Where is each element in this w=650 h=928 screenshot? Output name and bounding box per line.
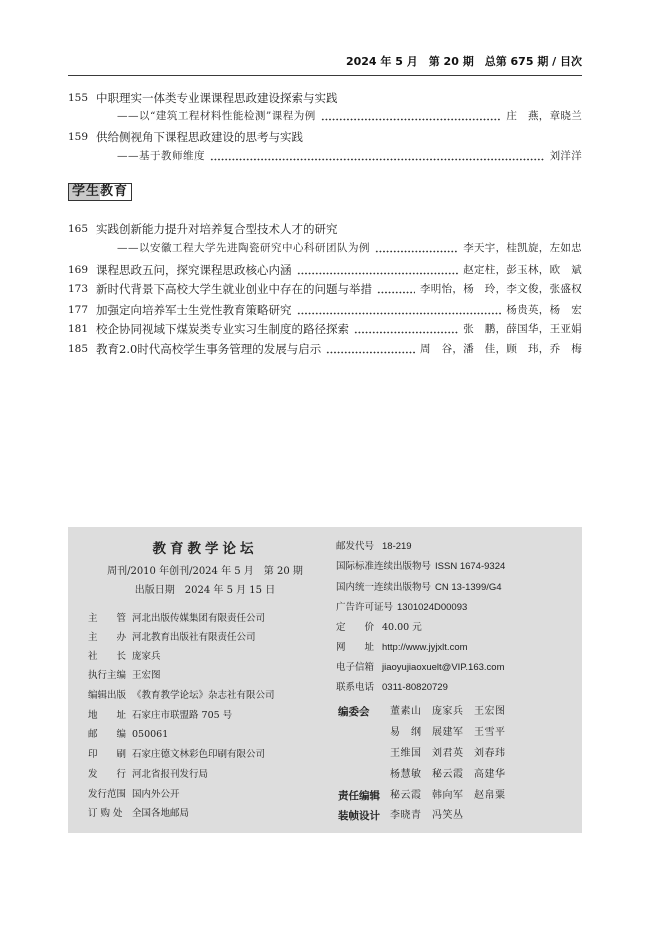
toc-page-number: 155: [68, 92, 89, 104]
toc-entry: [68, 129, 582, 145]
info-value: 石家庄市联盟路 705 号: [132, 710, 233, 721]
toc-leader-dots: [377, 291, 415, 294]
info-value: ISSN 1674-9324: [435, 561, 506, 572]
toc-authors: 李天宇，桂凯旋，左如忠: [463, 242, 582, 254]
info-label: 订 购 处: [88, 808, 123, 819]
editorial-board-spacer: [338, 768, 390, 782]
toc-entry: [68, 90, 582, 106]
info-label: 主 办: [88, 632, 127, 643]
info-value: 全国各地邮局: [132, 808, 190, 819]
design-label: 装帧设计: [338, 810, 380, 822]
info-value: CN 13-1399/G4: [435, 582, 502, 593]
info-label: 发 行: [88, 769, 127, 780]
toc-authors: 周 谷，潘 佳，顾 玮，乔 梅: [420, 343, 582, 355]
info-value: 1301024D00093: [397, 602, 468, 613]
info-label: 定 价: [336, 622, 375, 633]
editorial-board-label: 编委会: [338, 706, 370, 718]
toc-leader-dots: [354, 331, 458, 334]
toc-page-number: 169: [68, 264, 89, 276]
info-value: 40.00 元: [382, 622, 422, 633]
toc-entry: [68, 341, 582, 357]
editor-name: 韩向军: [432, 790, 464, 801]
masthead-panel: [68, 527, 582, 833]
toc-authors: 李明怡，杨 玲，李文俊，张盛权: [420, 283, 582, 295]
toc-leader-dots: [297, 272, 459, 275]
info-label: 邮发代号: [336, 541, 375, 552]
toc-entry: [68, 321, 582, 337]
toc-authors: 杨贵英，杨 宏: [506, 304, 582, 316]
info-row-address: [88, 709, 232, 723]
info-label: 广告许可证号: [336, 602, 394, 613]
toc-authors: 刘洋洋: [549, 150, 582, 162]
info-label: 编辑出版: [88, 690, 127, 701]
info-row-ad-license: [336, 601, 467, 615]
toc-article-title: 中职理实一体类专业课课程思政建设探索与实践: [96, 91, 338, 105]
board-member: 王宏图: [474, 706, 506, 717]
board-member: 杨慧敏: [390, 769, 422, 780]
responsible-editors-label: 责任编辑: [338, 790, 380, 802]
info-row-postcode: [88, 728, 168, 742]
toc-authors: 赵定柱，彭玉林，欧 斌: [463, 264, 582, 276]
designer-name: 李晓青: [390, 810, 422, 821]
toc-article-title: 新时代背景下高校大学生就业创业中存在的问题与举措: [96, 282, 372, 296]
board-member: 刘春玮: [474, 748, 506, 759]
info-label: 社 长: [88, 651, 127, 662]
section-heading: 学生教育: [68, 183, 132, 201]
toc-page-number: 177: [68, 304, 89, 316]
toc-authors: 张 鹏，薛国华，王亚娟: [463, 323, 582, 335]
toc-entry-subline: [68, 108, 582, 124]
publish-date-line: [68, 584, 342, 598]
toc-page-number: 159: [68, 131, 89, 143]
editor-name: 赵帛粟: [474, 790, 506, 801]
toc-entry: [68, 262, 582, 278]
toc-article-title: 教育2.0时代高校学生事务管理的发展与启示: [96, 342, 322, 356]
info-value: 国内外公开: [132, 789, 180, 800]
info-row-executive-editor: [88, 669, 161, 683]
info-value: 河北出版传媒集团有限责任公司: [132, 613, 266, 624]
toc-article-title: 供给侧视角下课程思政建设的思考与实践: [96, 130, 303, 144]
info-label: 网 址: [336, 642, 375, 653]
editorial-board-row: [338, 705, 516, 719]
editorial-board-row: [338, 747, 516, 761]
info-row-website: [336, 641, 468, 655]
board-member: 高建华: [474, 769, 506, 780]
toc-page-number: 173: [68, 283, 89, 295]
design-row: [338, 809, 474, 823]
info-label: 发行范围: [88, 789, 127, 800]
toc-entry: [68, 281, 582, 297]
info-value: 河北教育出版社有限责任公司: [132, 632, 256, 643]
info-label: 印 刷: [88, 749, 127, 760]
info-label: 国际标准连续出版物号: [336, 561, 432, 572]
frequency-line: 周刊/2010 年创刊/2024 年 5 月 第 20 期: [107, 566, 303, 577]
issue-header: 2024 年 5 月 第 20 期 总第 675 期 / 目次: [345, 55, 582, 68]
toc-leader-dots: [210, 158, 545, 161]
toc-leader-dots: [326, 351, 415, 354]
info-row-distributor: [88, 768, 208, 782]
info-row-cn: [336, 581, 502, 595]
board-member: 展建军: [432, 727, 464, 738]
info-value: 河北省报刊发行局: [132, 769, 209, 780]
info-row-supervisor: [88, 612, 265, 626]
info-value: 《教育教学论坛》杂志社有限公司: [132, 690, 275, 701]
info-row-email: [336, 661, 504, 675]
info-value: 庞家兵: [132, 651, 161, 662]
editor-name: 秘云霞: [390, 790, 422, 801]
info-row-publisher: [88, 689, 275, 703]
info-value: 石家庄德文林彩色印刷有限公司: [132, 749, 266, 760]
toc-article-title: 校企协同视域下煤炭类专业实习生制度的路径探索: [96, 322, 349, 336]
info-value: 050061: [132, 729, 169, 740]
toc-article-subtitle: ——以安徽工程大学先进陶瓷研究中心科研团队为例: [117, 242, 370, 254]
info-label: 地 址: [88, 710, 127, 721]
designer-name: 冯笑丛: [432, 810, 464, 821]
toc-article-title: 加强定向培养军士生党性教育策略研究: [96, 303, 292, 317]
header-divider: [68, 75, 582, 76]
toc-entry-subline: [68, 240, 582, 256]
info-label: 国内统一连续出版物号: [336, 582, 432, 593]
info-row-price: [336, 621, 422, 635]
editorial-board-row: [338, 768, 516, 782]
toc-page-number: 165: [68, 223, 89, 235]
info-row-sponsor: [88, 631, 256, 645]
info-value: 0311-80820729: [382, 682, 448, 693]
info-row-issn: [336, 560, 505, 574]
info-value: jiaoyujiaoxuelt@VIP.163.com: [382, 662, 505, 673]
toc-leader-dots: [297, 312, 502, 315]
toc-article-title: 课程思政五问，探究课程思政核心内涵: [96, 263, 292, 277]
board-member: 易 纲: [390, 727, 422, 738]
toc-leader-dots: [321, 118, 502, 121]
toc-leader-dots: [375, 250, 458, 253]
info-label: 邮 编: [88, 729, 127, 740]
publish-date-label: 出版日期: [134, 585, 175, 596]
toc-entry: [68, 302, 582, 318]
responsible-editors-row: [338, 789, 516, 803]
toc-article-title: 实践创新能力提升对培养复合型技术人才的研究: [96, 222, 338, 236]
info-row-postal-code: [336, 540, 412, 554]
info-value: 18-219: [382, 541, 412, 552]
board-member: 王雪平: [474, 727, 506, 738]
toc-entry: [68, 221, 582, 237]
journal-name: 教育教学论坛: [152, 541, 258, 557]
info-row-printer: [88, 748, 265, 762]
board-member: 刘君英: [432, 748, 464, 759]
toc-entry-subline: [68, 148, 582, 164]
info-label: 主 管: [88, 613, 127, 624]
board-member: 王维国: [390, 748, 422, 759]
board-member: 庞家兵: [432, 706, 464, 717]
editorial-board-spacer: [338, 726, 390, 740]
board-member: 秘云霞: [432, 769, 464, 780]
toc-page-number: 185: [68, 343, 89, 355]
editorial-board-spacer: [338, 747, 390, 761]
info-value: http://www.jyjxlt.com: [382, 642, 468, 653]
info-label: 电子信箱: [336, 662, 375, 673]
info-row-distribution-scope: [88, 788, 180, 802]
toc-article-subtitle: ——以“建筑工程材料性能检测”课程为例: [117, 110, 316, 122]
toc-authors: 庄 燕，章晓兰: [506, 110, 582, 122]
info-label: 执行主编: [88, 670, 127, 681]
info-value: 王宏图: [132, 670, 161, 681]
toc-page-number: 181: [68, 323, 89, 335]
publish-date-value: 2024 年 5 月 15 日: [184, 585, 276, 596]
info-label: 联系电话: [336, 682, 375, 693]
editorial-board-row: [338, 726, 516, 740]
info-row-subscription: [88, 807, 189, 821]
toc-article-subtitle: ——基于教师维度: [117, 150, 205, 162]
info-row-president: [88, 650, 161, 664]
info-row-phone: [336, 681, 448, 695]
board-member: 董素山: [390, 706, 422, 717]
